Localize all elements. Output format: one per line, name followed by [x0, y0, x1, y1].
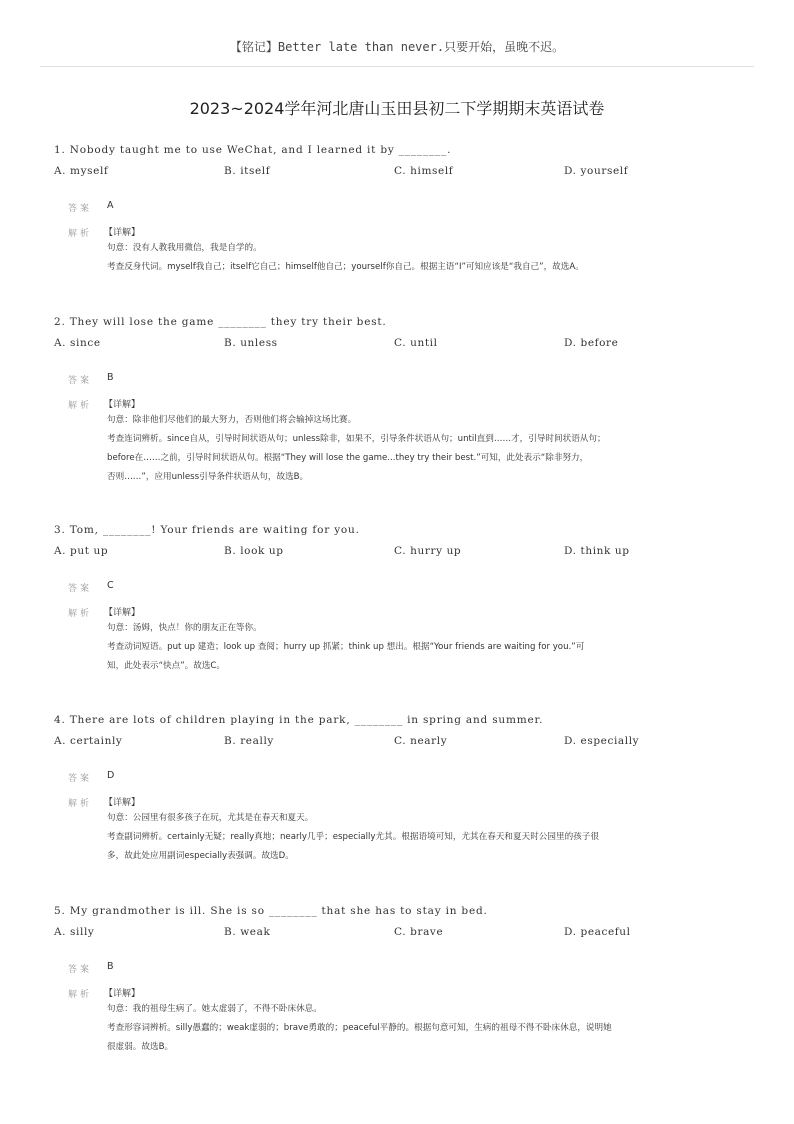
option-b: B. itself — [224, 165, 271, 177]
option-b: B. unless — [224, 337, 278, 349]
option-c: C. nearly — [394, 735, 448, 747]
exam-title: 2023~2024学年河北唐山玉田县初二下学期期末英语试卷 — [189, 99, 605, 118]
option-d: D. especially — [564, 735, 640, 747]
analysis-line: 句意：我的祖母生病了。她太虚弱了，不得不卧床休息。 — [107, 1004, 322, 1014]
option-c: C. brave — [394, 926, 444, 938]
analysis-line: 否则……”，应用unless引导条件状语从句，故选B。 — [107, 472, 309, 482]
option-b: B. really — [224, 735, 274, 747]
page-motto: 【铭记】Better late than never.只要开始，虽晚不迟。 — [229, 40, 565, 54]
analysis-label: 解析 — [68, 401, 93, 411]
option-b: B. weak — [224, 926, 271, 938]
option-a: A. certainly — [54, 735, 123, 747]
option-b: B. look up — [224, 545, 284, 557]
answer-value: C — [107, 580, 114, 591]
option-d: D. think up — [564, 545, 630, 557]
question-stem: 2. They will lose the game ________ they try their best. — [54, 316, 387, 328]
analysis-line: 考查动词短语。put up 建造；look up 查阅；hurry up 抓紧；think up 想出。根据“Your friends are waiting for you.”可 — [107, 642, 585, 652]
question-stem: 1. Nobody taught me to use WeChat, and I learned it by ________. — [54, 144, 452, 156]
option-a: A. since — [54, 337, 101, 349]
option-d: D. peaceful — [564, 926, 631, 938]
analysis-line: 知，此处表示“快点”。故选C。 — [107, 661, 226, 671]
analysis-line: 句意：公园里有很多孩子在玩，尤其是在春天和夏天。 — [107, 813, 314, 823]
answer-label: 答案 — [68, 376, 93, 386]
answer-label: 答案 — [68, 965, 93, 975]
analysis-line: 句意：除非他们尽他们的最大努力，否则他们将会输掉这场比赛。 — [107, 415, 357, 425]
detail-heading: 【详解】 — [104, 228, 141, 238]
answer-label: 答案 — [68, 584, 93, 594]
answer-value: D — [107, 770, 115, 781]
header-divider — [40, 66, 754, 67]
analysis-line: before在……之前，引导时间状语从句。根据“They will lose the game...they try their best.”可知，此处表示“除非努力， — [107, 453, 589, 463]
analysis-line: 考查连词辨析。since自从，引导时间状语从句；unless除非，如果不，引导条件状语从句；until直到……才，引导时间状语从句； — [107, 434, 606, 444]
answer-value: B — [107, 961, 114, 972]
detail-heading: 【详解】 — [104, 608, 141, 618]
answer-value: B — [107, 372, 114, 383]
analysis-label: 解析 — [68, 990, 93, 1000]
option-a: A. silly — [54, 926, 95, 938]
question-stem: 3. Tom, ________! Your friends are waiting for you. — [54, 524, 360, 536]
option-d: D. before — [564, 337, 619, 349]
detail-heading: 【详解】 — [104, 400, 141, 410]
analysis-label: 解析 — [68, 799, 93, 809]
option-a: A. put up — [54, 545, 109, 557]
analysis-line: 句意：没有人教我用微信，我是自学的。 — [107, 243, 262, 253]
detail-heading: 【详解】 — [104, 989, 141, 999]
question-stem: 4. There are lots of children playing in the park, ________ in spring and summer. — [54, 714, 544, 726]
analysis-label: 解析 — [68, 229, 93, 239]
option-d: D. yourself — [564, 165, 629, 177]
answer-value: A — [107, 200, 114, 211]
analysis-label: 解析 — [68, 609, 93, 619]
option-c: C. himself — [394, 165, 454, 177]
option-a: A. myself — [54, 165, 109, 177]
analysis-line: 句意：汤姆，快点！你的朋友正在等你。 — [107, 623, 262, 633]
analysis-line: 考查反身代词。myself我自己；itself它自己；himself他自己；yourself你自己。根据主语“I”可知应该是“我自己”，故选A。 — [107, 262, 584, 272]
answer-label: 答案 — [68, 204, 93, 214]
answer-label: 答案 — [68, 774, 93, 784]
analysis-line: 考查形容词辨析。silly愚蠢的；weak虚弱的；brave勇敢的；peaceful平静的。根据句意可知，生病的祖母不得不卧床休息，说明她 — [107, 1023, 612, 1033]
option-c: C. until — [394, 337, 438, 349]
detail-heading: 【详解】 — [104, 798, 141, 808]
analysis-line: 很虚弱。故选B。 — [107, 1042, 174, 1052]
option-c: C. hurry up — [394, 545, 462, 557]
analysis-line: 考查副词辨析。certainly无疑；really真地；nearly几乎；especially尤其。根据语境可知，尤其在春天和夏天时公园里的孩子很 — [107, 832, 599, 842]
question-stem: 5. My grandmother is ill. She is so ________ that she has to stay in bed. — [54, 905, 488, 917]
analysis-line: 多，故此处应用副词especially表强调。故选D。 — [107, 851, 294, 861]
